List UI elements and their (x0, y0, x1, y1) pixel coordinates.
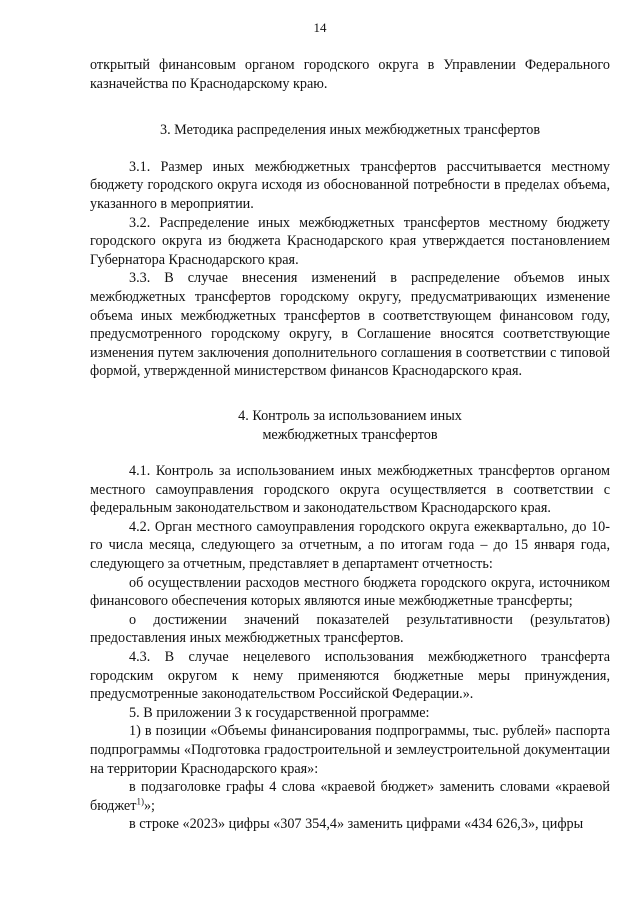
paragraph-4-3: 4.3. В случае нецелевого использования межбюджетного трансферта городским округом к нему применяются бюджетные меры принуждения, предусмотренные законодательством Российской Федерации.». (90, 649, 610, 703)
paragraph-4-2-item-b: о достижении значений показателей результативности (результатов) предоставления иных межбюджетных трансфертов. (90, 611, 610, 647)
paragraph-continuation: открытый финансовым органом городского округа в Управлении Федерального казначейства по Краснодарскому краю. (90, 57, 610, 92)
section-heading-4-line-2: межбюджетных трансфертов (262, 426, 438, 443)
section-heading-4-line-1: 4. Контроль за использованием иных (238, 407, 462, 424)
paragraph-4-1: 4.1. Контроль за использованием иных межбюджетных трансфертов органом местного самоуправления городского округа осуществляется в соответствии с федеральным законодательством и законодательством Краснодарского края. (90, 463, 610, 517)
paragraph-4-2: 4.2. Орган местного самоуправления городского округа ежеквартально, до 10-го числа месяца, следующего за отчетным, а по итогам года – до 15 января года, следующего за отчетным, представляет в департамент отчетность: (90, 518, 610, 573)
document-body (90, 56, 610, 834)
paragraph-5: 5. В приложении 3 к государственной программе: (129, 704, 430, 721)
paragraph-3-3: 3.3. В случае внесения изменений в распределение объемов иных межбюджетных трансфертов городскому округу, предусматривающих изменение объема иных межбюджетных трансфертов в соответствующем финансовом году, предусмотренного городскому округу, в Соглашение вносятся соответствующие изменения путем заключения дополнительного соглашения в соответствии с типовой формой, утвержденной министерством финансов Краснодарского края. (90, 270, 610, 380)
paragraph-3-2: 3.2. Распределение иных межбюджетных трансфертов местному бюджету городского округа из бюджета Краснодарского края утверждается постановлением Губернатора Краснодарского края. (90, 214, 610, 268)
paragraph-5-2 (90, 778, 610, 815)
footnote-marker: 1) (136, 796, 144, 807)
paragraph-4-2-item-a: об осуществлении расходов местного бюджета городского округа, источником финансового обеспечения которых являются иные межбюджетные трансферты; (90, 574, 610, 610)
paragraph-3-1: 3.1. Размер иных межбюджетных трансфертов рассчитывается местному бюджету городского округа исходя из обоснованной потребности в пределах объема, указанного в мероприятии. (90, 158, 610, 212)
page-number: 14 (313, 20, 327, 35)
section-heading-3: 3. Методика распределения иных межбюджетных трансфертов (159, 122, 541, 139)
paragraph-5-3: в строке «2023» цифры «307 354,4» заменить цифрами «434 626,3», цифры (129, 816, 584, 833)
paragraph-5-2-end: »; (143, 797, 155, 814)
paragraph-5-2-text: в подзаголовке графы 4 слова «краевой бюджет» заменить словами «краевой бюджет (90, 779, 610, 814)
section-heading-4 (90, 407, 610, 444)
paragraph-5-1: 1) в позиции «Объемы финансирования подпрограммы, тыс. рублей» паспорта подпрограммы «Подготовка градостроительной и землеустроительной документации на территории Краснодарского края»: (90, 723, 610, 777)
